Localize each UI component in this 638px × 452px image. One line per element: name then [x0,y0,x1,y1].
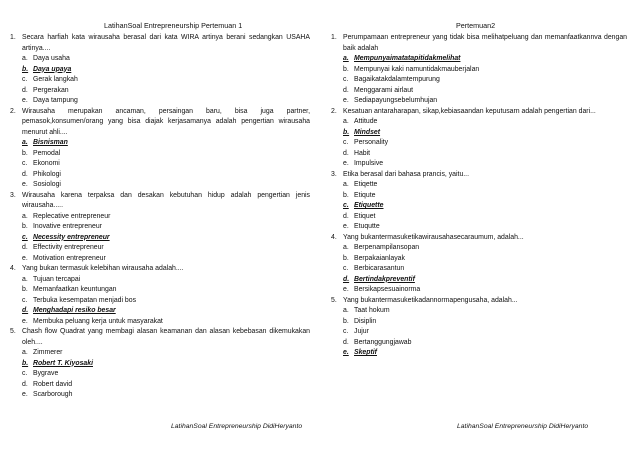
question [10,33,310,54]
option-text: Sosiologi [33,181,61,188]
question [331,107,627,118]
question [10,327,310,348]
option-letter: e. [22,97,28,104]
option-letter: b. [22,223,28,230]
answer-option-correct [10,306,310,317]
option-text: Bygrave [33,370,59,377]
option-letter: e. [343,97,349,104]
option-letter: a. [22,349,28,356]
option-text: Tujuan tercapai [33,275,81,283]
option-text: Habit [354,149,371,157]
option-letter: b. [22,286,28,293]
page-footer: LatihanSoal Entrepreneurship DidiHeryanto [171,423,303,430]
option-text: Impulsive [354,160,384,167]
answer-option [331,149,627,160]
answer-option [10,86,310,97]
option-text: Replecative entrepreneur [33,212,111,220]
answer-option [10,275,310,286]
answer-option [331,306,627,317]
question-number: 3. [10,191,16,199]
answer-option [331,86,627,97]
option-letter: a. [343,118,349,125]
answer-option-correct [10,138,310,149]
option-letter: d. [343,86,349,94]
answer-option [331,159,627,170]
option-text: Etiquette [354,202,384,209]
option-letter: d. [22,244,28,251]
question [331,33,627,54]
question-text: Wirausaha karena terpaksa dan desakan kebutuhan hidup adalah pengertian jenis wirausaha..... [22,191,310,209]
answer-option [331,338,627,349]
answer-option [10,254,310,265]
option-letter: a. [343,244,349,251]
option-text: Bersikapsesuainorma [354,286,421,293]
option-text: Berpakaianlayak [354,254,405,262]
option-letter: c. [343,328,349,335]
option-letter: c. [22,370,28,377]
answer-option [331,117,627,128]
question-text: Yang bukantermasuketikawirausahasecaraumum, adalah... [343,233,524,241]
option-text: Robert T. Kiyosaki [33,359,93,367]
option-text: Effectivity entrepreneur [33,244,104,251]
page-title: LatihanSoal Entrepreneurship Pertemuan 1 [104,21,243,30]
question-list [10,33,310,401]
option-letter: a. [343,307,349,314]
option-text: Scarborough [33,391,73,398]
option-text: Mempunyai kaki namuntidakmauberjalan [354,65,480,73]
option-text: Sediapayungsebelumhujan [354,97,438,104]
answer-option [10,296,310,307]
answer-option [10,75,310,86]
question-text: Perumpamaan entrepreneur yang tidak bisa melihatpeluang dan memanfaatkannva dengan baik adalah [343,34,627,52]
option-text: Mindset [354,128,381,136]
option-text: Bertanggungjawab [354,338,412,346]
answer-option [331,222,627,233]
option-letter: b. [343,254,349,262]
answer-option [10,390,310,401]
question [331,296,627,307]
question-text: Wirausaha merupakan ancaman, persaingan baru, bisa juga partner, pemasok,konsumen/orang yang bisa diajak kerjasamanya adalah pengertian wirausaha menurut ahli.... [22,107,310,136]
option-letter: c. [22,296,28,304]
option-text: Phikologi [33,170,61,178]
answer-option [10,149,310,160]
option-text: Memanfaatkan keuntungan [33,286,117,293]
answer-option-correct [331,348,627,359]
answer-option [10,212,310,223]
option-text: Etiqette [354,181,378,188]
answer-option-correct [331,54,627,65]
option-letter: c. [22,233,28,241]
question [10,191,310,212]
answer-option-correct [10,359,310,370]
option-text: Necessity entrepreneur [33,233,110,241]
option-letter: e. [343,286,349,293]
option-letter: b. [343,65,349,73]
question [10,107,310,139]
page-title: Pertemuan2 [456,21,496,30]
option-letter: a. [22,212,28,220]
answer-option [10,243,310,254]
answer-option [10,285,310,296]
answer-option [10,317,310,328]
question [331,170,627,181]
option-letter: a. [22,139,28,146]
option-letter: a. [22,55,28,62]
page-footer: LatihanSoal Entrepreneurship DidiHeryanto [457,423,589,430]
option-letter: c. [343,139,349,146]
option-letter: a. [343,55,349,62]
option-text: Etiquet [354,212,376,220]
question-number: 2. [10,107,16,115]
option-letter: e. [343,223,349,230]
question [331,233,627,244]
option-text: Bisnisman [33,139,68,146]
option-text: Menghadapi resiko besar [33,307,116,314]
option-text: Terbuka kesempatan menjadi bos [33,296,137,304]
option-letter: c. [343,265,349,272]
option-text: Motivation entrepreneur [33,254,106,262]
option-text: Mempunyaimatatapitidakmelihat [354,55,461,62]
question-number: 5. [331,296,337,304]
answer-option [10,222,310,233]
right-page [319,0,638,452]
option-text: Attitude [354,118,378,125]
option-letter: c. [22,160,28,167]
option-letter: b. [22,359,29,367]
answer-option [331,327,627,338]
question-number: 4. [331,233,337,241]
question-text: Secara harfiah kata wirausaha berasal dari kata WIRA artinya berani sedangkan USAHA artinya.... [22,34,310,52]
option-text: Daya tampung [33,97,78,104]
answer-option-correct [10,65,310,76]
option-text: Gerak langkah [33,76,78,83]
answer-option [331,317,627,328]
question-text: Yang bukan termasuk kelebihan wirausaha adalah.... [22,265,184,272]
question-text: Chash flow Quadrat yang membagi alasan keamanan dan alasan kebebasan dikemukakan oleh.... [22,328,310,346]
option-letter: d. [343,212,349,220]
option-letter: e. [22,254,28,262]
option-letter: e. [343,160,349,167]
option-text: Robert david [33,380,73,388]
option-text: Pemodal [33,149,61,157]
question-text: Yang bukantermasuketikadannormapengusaha, adalah... [343,296,518,304]
option-text: Bagaikatakdalamtempurung [354,76,440,83]
option-text: Berpenampilansopan [354,244,420,251]
answer-option [331,191,627,202]
option-letter: d. [22,380,28,388]
question-number: 2. [331,107,337,115]
answer-option [10,369,310,380]
option-letter: a. [22,275,28,283]
question-number: 1. [331,34,337,41]
answer-option [331,254,627,265]
option-letter: d. [343,275,350,283]
option-letter: b. [343,317,349,325]
option-letter: e. [22,181,28,188]
option-text: Etuqutte [354,223,380,230]
question-text: Etika berasal dari bahasa prancis, yaitu... [343,170,470,178]
answer-option [10,380,310,391]
option-text: Zimmerer [33,349,63,356]
answer-option [10,54,310,65]
option-letter: b. [22,149,28,157]
answer-option-correct [331,128,627,139]
question-number: 5. [10,328,16,335]
question-number: 1. [10,34,16,41]
answer-option [10,96,310,107]
option-text: Daya upaya [33,65,72,73]
answer-option [10,170,310,181]
option-text: Berbicarasantun [354,265,405,272]
option-letter: e. [22,391,28,398]
option-text: Daya usaha [33,55,70,62]
option-letter: a. [343,181,349,188]
option-letter: b. [343,128,350,136]
question-number: 4. [10,265,16,272]
answer-option [331,212,627,223]
option-letter: c. [343,76,349,83]
option-text: Personality [354,139,389,146]
option-text: Inovative entrepreneur [33,223,102,230]
option-letter: d. [22,86,28,94]
answer-option [10,348,310,359]
answer-option [331,264,627,275]
option-letter: d. [343,149,349,157]
option-letter: b. [22,65,29,73]
answer-option [331,243,627,254]
option-text: Jujur [354,328,369,335]
answer-option-correct [331,275,627,286]
option-letter: d. [343,338,349,346]
answer-option [10,159,310,170]
answer-option-correct [10,233,310,244]
answer-option [331,285,627,296]
question-text: Kesatuan antaraharapan, sikap,kebiasaandan keputusarn adalah pengertian dari... [343,107,596,115]
option-text: Pergerakan [33,86,69,94]
question-number: 3. [331,170,337,178]
option-letter: b. [343,191,349,199]
option-text: Menggarami airlaut [354,86,413,94]
question-list [331,33,627,359]
answer-option [331,180,627,191]
question [10,264,310,275]
option-text: Taat hokum [354,307,390,314]
answer-option [331,75,627,86]
option-letter: e. [22,317,28,325]
option-text: Disiplin [354,317,377,325]
option-text: Membuka peluang kerja untuk masyarakat [33,317,163,325]
option-letter: c. [22,76,28,83]
option-letter: e. [343,349,349,356]
answer-option [10,180,310,191]
answer-option [331,96,627,107]
option-text: Bertindakpreventif [354,275,415,283]
answer-option [331,65,627,76]
option-letter: d. [22,307,29,314]
option-text: Etiqute [354,191,376,199]
option-letter: c. [343,202,349,209]
option-text: Ekonomi [33,160,60,167]
answer-option-correct [331,201,627,212]
option-text: Skeptif [354,349,377,356]
answer-option [331,138,627,149]
option-letter: d. [22,170,28,178]
